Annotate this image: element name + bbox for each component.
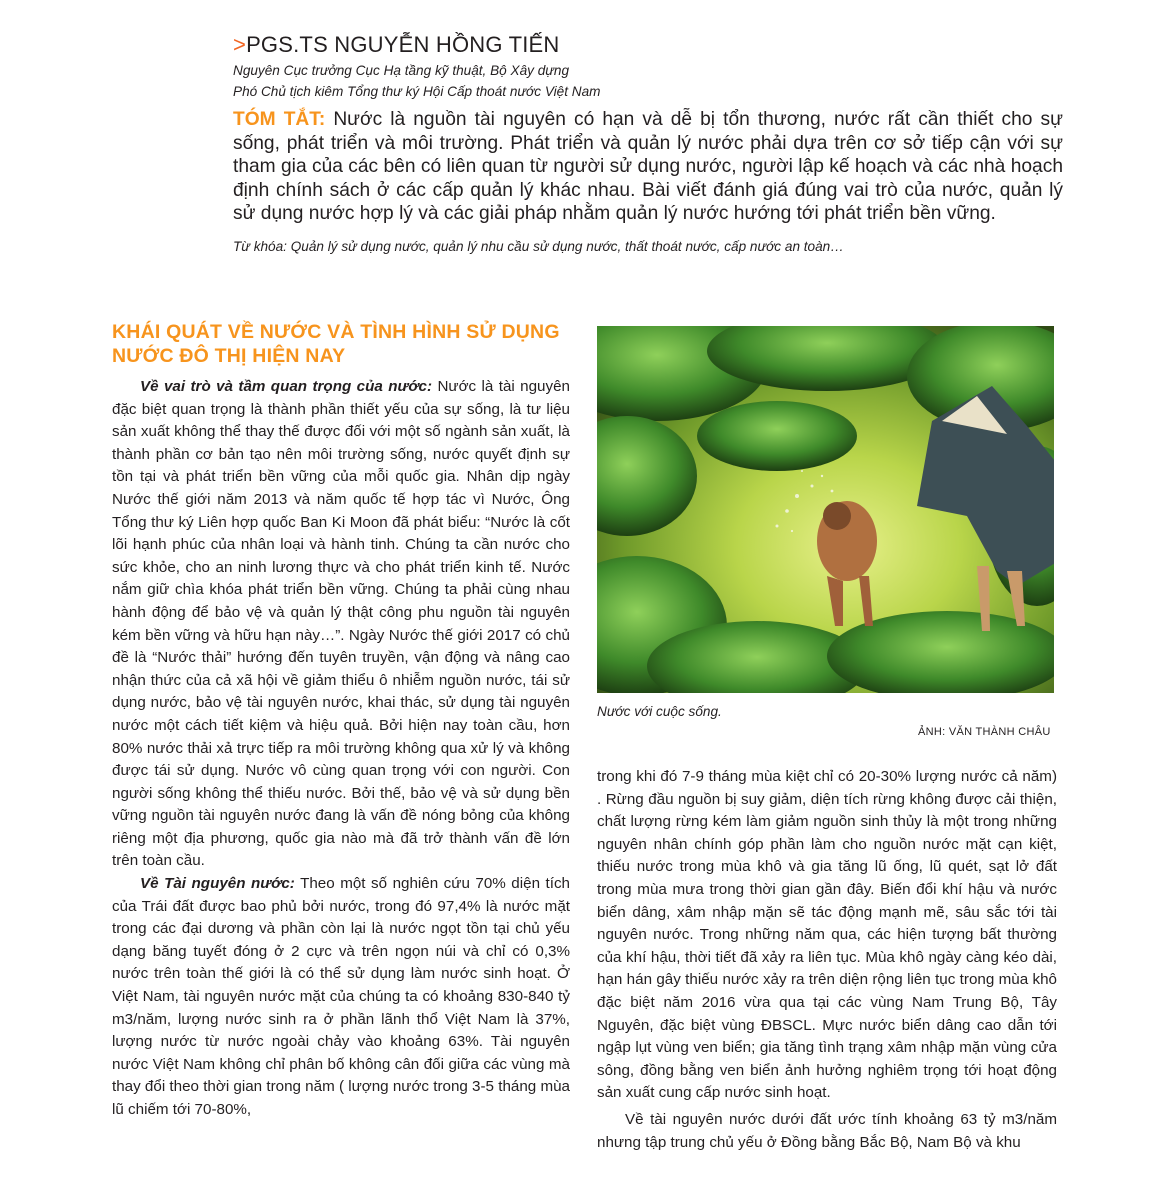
author-name: PGS.TS NGUYỄN HỒNG TIẾN (246, 32, 560, 57)
affiliation-2: Phó Chủ tịch kiêm Tổng thư ký Hội Cấp thoát nước Việt Nam (233, 84, 601, 99)
article-header (233, 30, 1063, 257)
paragraph-text: Nước là tài nguyên đặc biệt quan trọng là thành phần thiết yếu của sự sống, là tư liệu sản xuất không thể thay thế được đối với một số ngành sản xuất, là thành phần cơ bản tạo nên môi trường sống, nước quyết định sự tồn tại và phát triển bền vững của mỗi quốc gia. Nhân dịp ngày Nước thế giới năm 2013 và năm quốc tế hợp tác vì Nước, Ông Tổng thư ký Liên hợp quốc Ban Ki Moon đã phát biểu: “Nước là cốt lõi hạnh phúc của nhân loại và hành tinh. Chúng ta cần nước cho sức khỏe, cho an ninh lương thực và cho phát triển kinh tế. Nước nắm giữ chìa khóa phát triển bền vững. Chúng ta phải cùng nhau hành động để bảo vệ và quản lý thật công phu nguồn tài nguyên kém bền vững và hữu hạn này…”. Ngày Nước thế giới 2017 có chủ đề là “Nước thải” hướng đến tuyên truyền, vận động và nâng cao nhận thức của cả xã hội về giảm thiểu ô nhiễm nguồn nước, tái sử dụng nước, bảo vệ tài nguyên nước, khai thác, sử dụng tài nguyên nước một cách tiết kiệm và hiệu quả. Bởi hiện nay toàn cầu, hơn 80% nước thải xả trực tiếp ra môi trường không qua xử lý và không được tái sử dụng. Nước vô cùng quan trọng với con người. Con người sống không thể thiếu nước. Bởi thế, bảo vệ và sử dụng bền vững nguồn tài nguyên nước đang là vấn đề nóng bỏng của không riêng một địa phương, quốc gia nào mà đã trở thành vấn đề lớn trên toàn cầu. (112, 378, 570, 870)
abstract-text: Nước là nguồn tài nguyên có hạn và dễ bị tổn thương, nước rất cần thiết cho sự sống, phát triển và môi trường. Phát triển và quản lý nước phải dựa trên cơ sở tiếp cận với sự tham gia của các bên có liên quan từ người sử dụng nước, người lập kế hoạch và các nhà hoạch định chính sách ở các cấp quản lý khác nhau. Bài viết đánh giá đúng vai trò của nước, quản lý sử dụng nước hợp lý và các giải pháp nhằm quản lý nước hướng tới phát triển bền vững. (233, 109, 1063, 225)
paragraph-lead: Về vai trò và tầm quan trọng của nước: (140, 378, 433, 395)
abstract (233, 102, 1063, 226)
author-line (233, 30, 1063, 60)
paragraph-lead: Về Tài nguyên nước: (140, 875, 295, 893)
paragraph-water-role (112, 376, 570, 873)
keywords: Từ khóa: Quản lý sử dụng nước, quản lý nhu cầu sử dụng nước, thất thoát nước, cấp nước an toàn… (233, 238, 844, 254)
abstract-label: TÓM TẮT: (233, 109, 326, 130)
section-heading: KHÁI QUÁT VỀ NƯỚC VÀ TÌNH HÌNH SỬ DỤNG NƯỚC ĐÔ THỊ HIỆN NAY (112, 321, 560, 367)
affiliation-1: Nguyên Cục trưởng Cục Hạ tầng kỹ thuật, Bộ Xây dựng (233, 63, 570, 78)
paragraph-text: Theo một số nghiên cứu 70% diện tích của Trái đất được bao phủ bởi nước, trong đó 97,4% là nước mặt trong các đại dương và phần còn lại là nước ngọt tồn tại chủ yếu dạng băng tuyết đóng ở 2 cực và trên ngọn núi và chỉ có 0,3% nước trên toàn thế giới là có thể sử dụng làm nước sinh hoạt. Ở Việt Nam, tài nguyên nước mặt của chúng ta có khoảng 830-840 tỷ m3/năm, lượng nước sinh ra ở phần lãnh thổ Việt Nam là 37%, lượng nước từ nước ngoài chảy vào khoảng 63%. Tài nguyên nước Việt Nam không chỉ phân bố không cân đối giữa các vùng mà thay đổi theo thời gian trong năm ( lượng nước trong 3-5 tháng mùa lũ chiếm tới 70-80%, (112, 875, 570, 1118)
photo-caption: Nước với cuộc sống. (597, 704, 722, 719)
article-photo (597, 326, 1054, 693)
paragraph-continued: trong khi đó 7-9 tháng mùa kiệt chỉ có 20-30% lượng nước cả năm) . Rừng đầu nguồn bị suy giảm, diện tích rừng không được cải thiện, chất lượng rừng kém làm giảm nguồn sinh thủy là một trong những nguyên nhân chính góp phần làm cho nguồn nước mặt cạn kiệt, thiếu nước trong mùa khô và gia tăng lũ ống, lũ quét, sạt lở đất trong mùa mưa trong thời gian gần đây. Biến đổi khí hậu và nước biển dâng, xâm nhập mặn sẽ tác động mạnh mẽ, sâu sắc tới tài nguyên nước. Trong những năm qua, các hiện tượng bất thường của khí hậu, thời tiết đã xảy ra liên tục. Mùa khô ngày càng kéo dài, hạn hán gây thiếu nước xảy ra trên diện rộng liên tục trong mùa khô đặc biệt năm 2016 vừa qua tại các vùng Nam Trung Bộ, Tây Nguyên, đặc biệt vùng ĐBSCL. Mực nước biển dâng cao dẫn tới ngập lụt vùng ven biển; gia tăng tình trạng xâm nhập mặn vùng cửa sông, đồng bằng ven biển ảnh hưởng nghiêm trọng tới hoạt động sản xuất cung cấp nước sinh hoạt. (597, 768, 1057, 1102)
paragraph-water-resources (112, 873, 570, 1122)
author-prefix: > (233, 32, 247, 57)
right-column (597, 766, 1057, 1158)
photo-credit: ẢNH: VĂN THÀNH CHÂU (918, 726, 1051, 738)
left-column (112, 320, 570, 1122)
paragraph-groundwater: Về tài nguyên nước dưới đất ước tính khoảng 63 tỷ m3/năm nhưng tập trung chủ yếu ở Đồng bằng Bắc Bộ, Nam Bộ và khu (597, 1110, 1057, 1151)
photo-illustration (597, 326, 1054, 693)
